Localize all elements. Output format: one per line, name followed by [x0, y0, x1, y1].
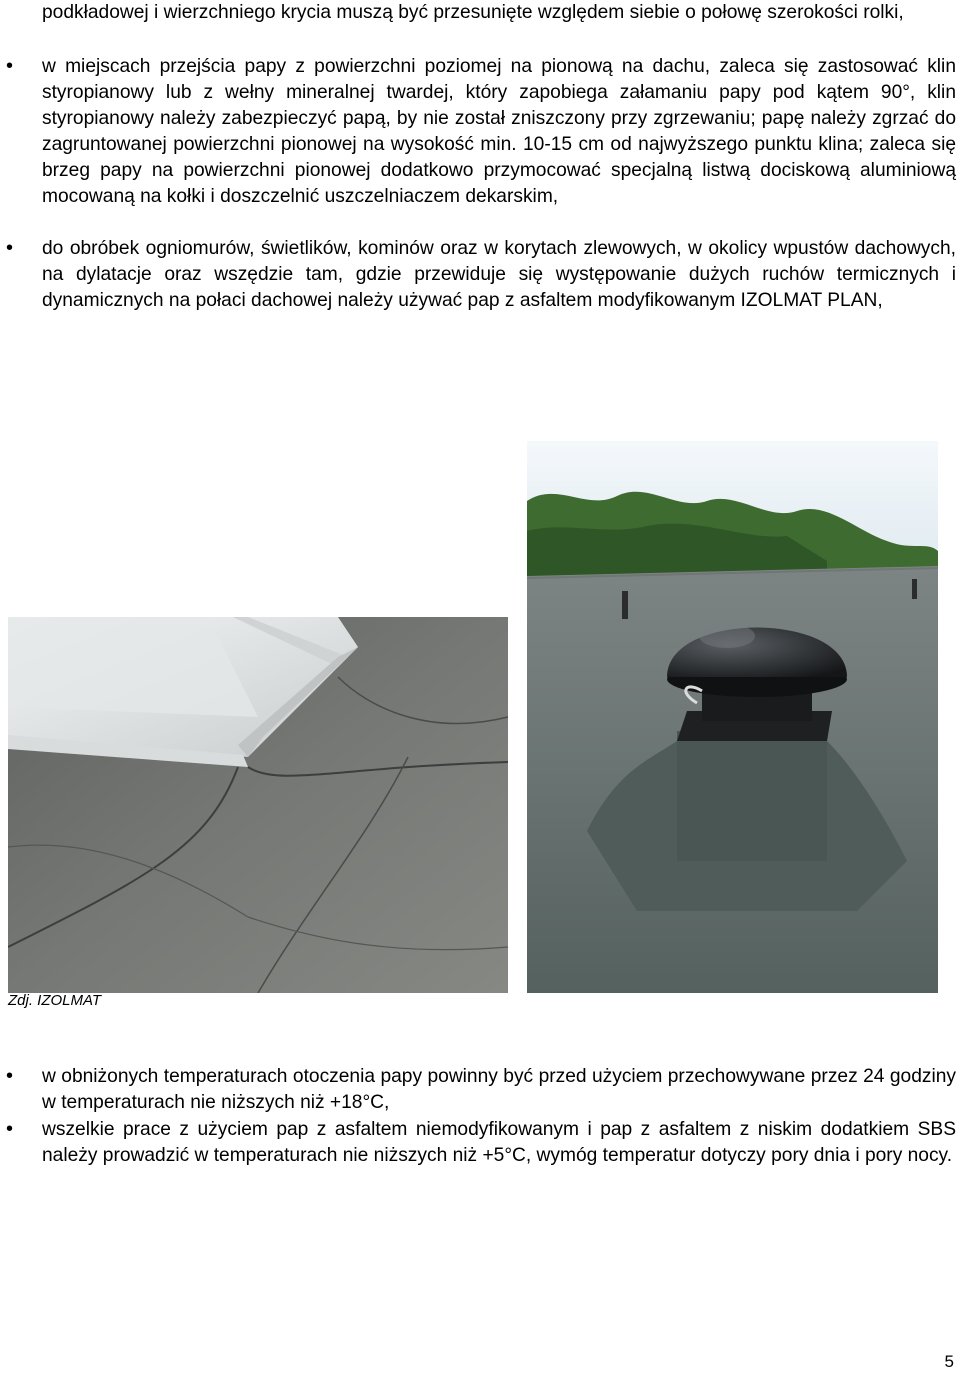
paragraph-continuation: podkładowej i wierzchniego krycia muszą być przesunięte względem siebie o połowę szerokości rolki, — [42, 2, 904, 23]
bullet-icon — [6, 1117, 16, 1127]
list-item: w miejscach przejścia papy z powierzchni poziomej na pionową na dachu, zaleca się zastosować klin styropianowy lub z wełny mineralnej twardej, który zapobiega załamaniu papy pod kątem 90°, klin styropianowy należy zabezpieczyć papą, by nie został zniszczony przy zgrzewaniu; papę należy zgrzać do zagruntowanej powierzchni pionowej na wysokość min. 10-15 cm od najwyższego punktu klina; zaleca się brzeg papy na powierzchni pionowej dodatkowo przymocować specjalną listwą dociskową aluminiową mocowaną na kołki i doszczelnić uszczelniaczem dekarskim, — [42, 56, 956, 207]
photo-skylight-detail — [8, 617, 508, 993]
bullet-icon — [6, 236, 16, 246]
page-number: 5 — [944, 1352, 954, 1371]
bullet-icon — [6, 1064, 16, 1074]
bullet-icon — [6, 54, 16, 64]
photo-caption: Zdj. IZOLMAT — [8, 992, 102, 1009]
photo-roof-vent — [527, 441, 938, 993]
list-item: w obniżonych temperaturach otoczenia papy powinny być przed użyciem przechowywane przez 24 godziny w temperaturach nie niższych niż +18°C, — [42, 1066, 956, 1113]
list-item: do obróbek ogniomurów, świetlików, kominów oraz w korytach zlewowych, w okolicy wpustów dachowych, na dylatacje oraz wszędzie tam, gdzie przewiduje się występowanie dużych ruchów termicznych i dynamicznych na połaci dachowej należy używać pap z asfaltem modyfikowanym IZOLMAT PLAN, — [42, 238, 956, 311]
list-item: wszelkie prace z użyciem pap z asfaltem niemodyfikowanym i pap z asfaltem z niskim dodatkiem SBS należy prowadzić w temperaturach nie niższych niż +5°C, wymóg temperatur dotyczy pory dnia i pory nocy. — [42, 1119, 956, 1166]
